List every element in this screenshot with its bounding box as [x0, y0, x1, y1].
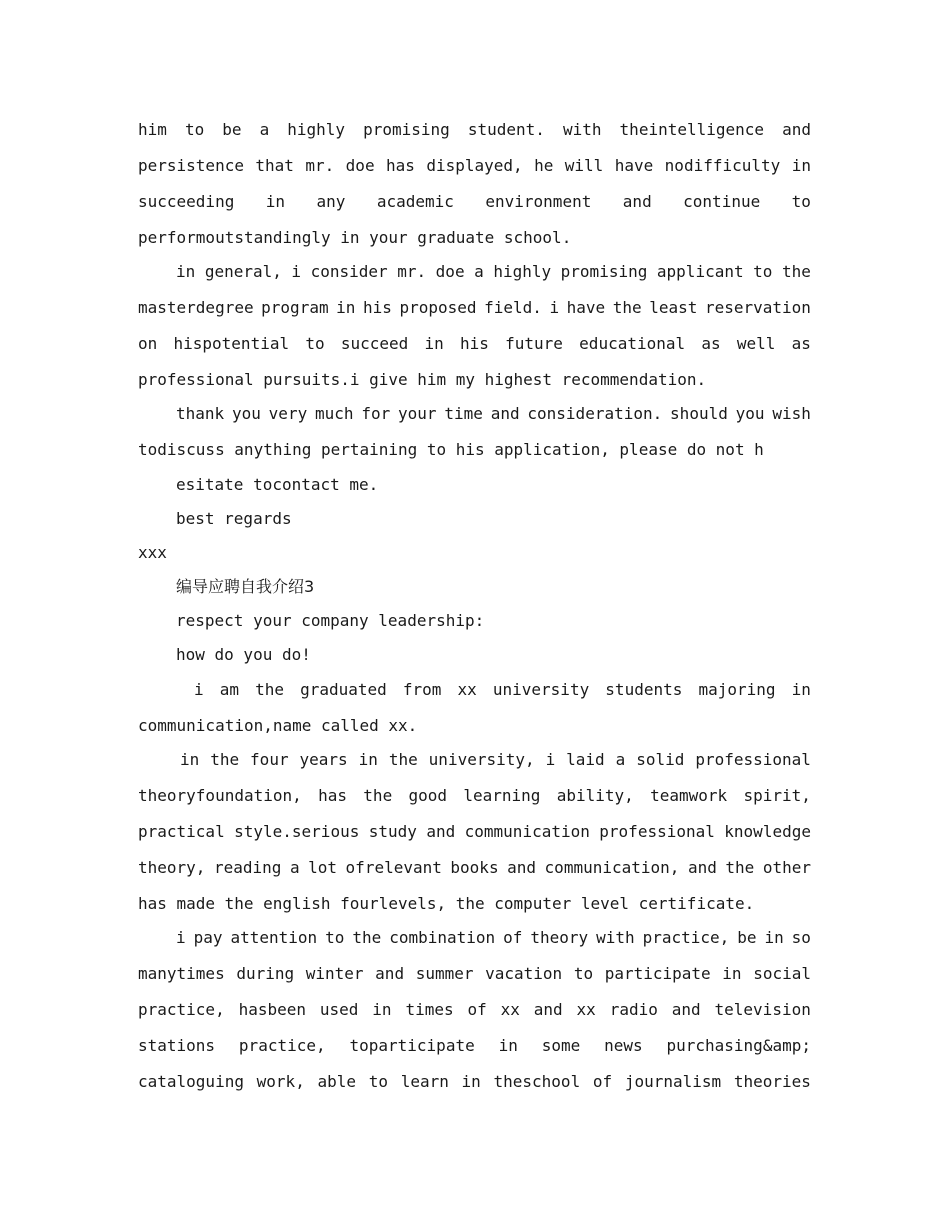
- word: highest: [484, 370, 553, 389]
- word: learn: [400, 1072, 449, 1091]
- word: do: [686, 440, 707, 459]
- word: h: [754, 440, 764, 459]
- word: persistence: [138, 156, 244, 175]
- word: practical: [138, 822, 225, 841]
- word: in: [791, 680, 811, 699]
- word: a: [615, 750, 626, 769]
- text-line: [138, 220, 811, 256]
- text-line: [138, 778, 811, 814]
- word: be: [222, 120, 242, 139]
- text-line: [138, 920, 811, 956]
- word: in: [424, 334, 444, 353]
- word: practice,: [138, 1000, 225, 1019]
- word: that: [255, 156, 294, 175]
- word: continue: [683, 192, 761, 211]
- word: so: [791, 928, 811, 947]
- word: has: [318, 786, 347, 805]
- word: theintelligence: [619, 120, 765, 139]
- paragraph-group-2: [138, 672, 811, 1100]
- word: and: [426, 822, 456, 841]
- word: have: [614, 156, 654, 175]
- word: your: [369, 228, 408, 247]
- word: my: [455, 370, 475, 389]
- text-line: [138, 1028, 811, 1064]
- word: ofrelevant: [345, 858, 442, 877]
- paragraph: [138, 920, 811, 1100]
- word: succeed: [340, 334, 409, 353]
- word: the: [224, 894, 254, 913]
- word: and: [622, 192, 652, 211]
- word: academic: [376, 192, 454, 211]
- word: from: [402, 680, 442, 699]
- word: will: [564, 156, 604, 175]
- word: fourlevels,: [340, 894, 447, 913]
- word: displayed,: [426, 156, 523, 175]
- word: lot: [308, 858, 338, 877]
- word: succeeding: [138, 192, 235, 211]
- word: years: [299, 750, 348, 769]
- word: level: [580, 894, 630, 913]
- word: in: [722, 964, 742, 983]
- paragraph: [138, 396, 811, 468]
- word: and: [671, 1000, 701, 1019]
- word: professional: [599, 822, 715, 841]
- word: laid: [566, 750, 605, 769]
- word: the: [612, 298, 642, 317]
- word: solid: [636, 750, 685, 769]
- word: i: [549, 298, 560, 317]
- word: not: [715, 440, 745, 459]
- text-line: [138, 254, 811, 290]
- word: and: [507, 858, 537, 877]
- word: reading: [213, 858, 282, 877]
- word: university: [492, 680, 590, 699]
- word: i: [176, 928, 186, 947]
- word: style.serious: [234, 822, 360, 841]
- word: theory,: [138, 858, 206, 877]
- word: in: [265, 192, 286, 211]
- word: a: [474, 262, 484, 281]
- word: purchasing&amp;: [666, 1036, 811, 1055]
- word: communication,name: [138, 716, 312, 735]
- text-line: [138, 326, 811, 362]
- text-line: [138, 362, 811, 398]
- word: in: [791, 156, 811, 175]
- word: a: [289, 858, 300, 877]
- word: should: [670, 404, 728, 423]
- word: in: [461, 1072, 481, 1091]
- word: least: [649, 298, 698, 317]
- word: your: [398, 404, 437, 423]
- greeting-line: how do you do!: [176, 645, 311, 664]
- text-line: [138, 742, 811, 778]
- word: his: [455, 440, 485, 459]
- word: in: [176, 262, 196, 281]
- text-line: [138, 396, 811, 432]
- word: stations: [138, 1036, 216, 1055]
- word: vacation: [485, 964, 563, 983]
- word: communication: [464, 822, 590, 841]
- word: on: [138, 334, 158, 353]
- word: program: [261, 298, 329, 317]
- word: participate: [604, 964, 711, 983]
- word: you: [231, 404, 261, 423]
- word: theoryfoundation,: [138, 786, 302, 805]
- word: with: [562, 120, 602, 139]
- word: in: [498, 1036, 518, 1055]
- word: theory: [530, 928, 589, 947]
- word: have: [566, 298, 606, 317]
- paragraph: [138, 112, 811, 256]
- paragraph: [138, 672, 811, 744]
- word: the: [388, 750, 418, 769]
- word: the: [363, 786, 393, 805]
- word: him: [138, 120, 167, 139]
- word: attention: [230, 928, 318, 947]
- text-line: [138, 886, 811, 922]
- word: the: [455, 894, 485, 913]
- word: i: [291, 262, 302, 281]
- word: consideration.: [527, 404, 663, 423]
- word: as: [791, 334, 811, 353]
- word: environment: [485, 192, 592, 211]
- word: doe: [435, 262, 465, 281]
- word: of: [467, 1000, 487, 1019]
- word: radio: [609, 1000, 658, 1019]
- word: university,: [428, 750, 535, 769]
- word: books: [450, 858, 499, 877]
- word: please: [619, 440, 678, 459]
- word: to: [305, 334, 325, 353]
- word: ability,: [556, 786, 634, 805]
- text-line: [138, 184, 811, 220]
- word: well: [736, 334, 776, 353]
- word: to: [325, 928, 345, 947]
- word: reservation: [704, 298, 811, 317]
- word: teamwork: [650, 786, 728, 805]
- word: i: [194, 680, 204, 699]
- closing-line: esitate tocontact me.: [176, 475, 379, 494]
- word: applicant: [656, 262, 744, 281]
- word: graduated: [300, 680, 387, 699]
- word: proposed: [399, 298, 477, 317]
- word: work,: [256, 1072, 305, 1091]
- section-heading: 编导应聘自我介绍3: [176, 577, 315, 596]
- word: promising: [560, 262, 648, 281]
- word: highly: [493, 262, 552, 281]
- word: in: [180, 750, 200, 769]
- word: the: [352, 928, 382, 947]
- word: application,: [494, 440, 610, 459]
- salutation-line: respect your company leadership:: [176, 611, 485, 630]
- word: of: [503, 928, 523, 947]
- word: his: [460, 334, 489, 353]
- word: during: [236, 964, 295, 983]
- word: todiscuss: [138, 440, 225, 459]
- text-line: [138, 708, 811, 744]
- text-line: [138, 1064, 811, 1100]
- word: in: [340, 228, 360, 247]
- word: cataloguing: [138, 1072, 244, 1091]
- word: in: [336, 298, 356, 317]
- word: nodifficulty: [664, 156, 781, 175]
- word: xx: [457, 680, 477, 699]
- word: for: [361, 404, 391, 423]
- word: television: [714, 1000, 811, 1019]
- word: to: [368, 1072, 388, 1091]
- word: times: [405, 1000, 454, 1019]
- word: in: [764, 928, 784, 947]
- signature-line: xxx: [138, 543, 167, 562]
- word: to: [426, 440, 447, 459]
- word: able: [317, 1072, 357, 1091]
- word: and: [687, 858, 717, 877]
- word: time: [444, 404, 483, 423]
- word: and: [375, 964, 405, 983]
- word: combination: [389, 928, 496, 947]
- word: news: [604, 1036, 643, 1055]
- word: be: [737, 928, 757, 947]
- word: anything: [234, 440, 312, 459]
- word: english: [263, 894, 331, 913]
- word: masterdegree: [138, 298, 254, 317]
- text-line: [138, 956, 811, 992]
- word: he: [534, 156, 554, 175]
- word: recommendation.: [561, 370, 707, 389]
- word: study: [368, 822, 417, 841]
- word: hispotential: [173, 334, 290, 353]
- text-line: [138, 112, 811, 148]
- word: any: [316, 192, 346, 211]
- word: thank: [176, 404, 225, 423]
- word: other: [762, 858, 811, 877]
- word: the: [781, 262, 811, 281]
- word: social: [753, 964, 811, 983]
- word: educational: [579, 334, 686, 353]
- paragraph: [138, 742, 811, 922]
- word: journalism: [624, 1072, 722, 1091]
- word: much: [315, 404, 354, 423]
- word: doe: [345, 156, 375, 175]
- paragraph-group-1: [138, 112, 811, 468]
- word: practice,: [238, 1036, 326, 1055]
- word: promising: [363, 120, 450, 139]
- word: students: [605, 680, 683, 699]
- text-line: [138, 432, 811, 468]
- word: and: [490, 404, 520, 423]
- word: four: [250, 750, 289, 769]
- word: and: [782, 120, 811, 139]
- word: with: [596, 928, 635, 947]
- word: winter: [305, 964, 364, 983]
- word: a: [259, 120, 270, 139]
- word: knowledge: [724, 822, 811, 841]
- word: xx: [576, 1000, 596, 1019]
- word: as: [701, 334, 721, 353]
- word: majoring: [698, 680, 776, 699]
- word: future: [505, 334, 563, 353]
- word: toparticipate: [349, 1036, 475, 1055]
- word: field.: [484, 298, 542, 317]
- word: student.: [467, 120, 545, 139]
- word: pay: [193, 928, 223, 947]
- word: professional: [138, 370, 254, 389]
- word: summer: [415, 964, 474, 983]
- word: theories: [733, 1072, 811, 1091]
- regards-line: best regards: [176, 509, 292, 528]
- word: has: [138, 894, 167, 913]
- word: am: [219, 680, 239, 699]
- document-page: [138, 112, 811, 1100]
- text-line: [138, 814, 811, 850]
- word: xx: [500, 1000, 520, 1019]
- word: give: [369, 370, 408, 389]
- word: pursuits.i: [263, 370, 360, 389]
- word: spirit,: [743, 786, 811, 805]
- word: i: [545, 750, 556, 769]
- word: manytimes: [138, 964, 225, 983]
- word: communication,: [544, 858, 680, 877]
- word: called: [320, 716, 379, 735]
- word: to: [573, 964, 594, 983]
- word: school.: [503, 228, 572, 247]
- word: the: [725, 858, 755, 877]
- word: his: [362, 298, 392, 317]
- word: the: [210, 750, 240, 769]
- word: professional: [695, 750, 811, 769]
- word: performoutstandingly: [138, 228, 331, 247]
- word: computer: [494, 894, 572, 913]
- word: very: [268, 404, 308, 423]
- word: mr.: [397, 262, 427, 281]
- text-line: [138, 290, 811, 326]
- word: mr.: [305, 156, 335, 175]
- word: of: [592, 1072, 613, 1091]
- word: the: [255, 680, 284, 699]
- word: consider: [310, 262, 388, 281]
- text-line: [138, 992, 811, 1028]
- text-line: [138, 148, 811, 184]
- word: to: [791, 192, 811, 211]
- text-line: [138, 672, 811, 708]
- word: to: [753, 262, 773, 281]
- word: highly: [287, 120, 346, 139]
- word: general,: [204, 262, 282, 281]
- word: good: [408, 786, 448, 805]
- word: to: [184, 120, 205, 139]
- word: used: [319, 1000, 359, 1019]
- word: xx.: [388, 716, 418, 735]
- word: in: [358, 750, 378, 769]
- word: theschool: [493, 1072, 581, 1091]
- word: made: [176, 894, 216, 913]
- word: in: [372, 1000, 392, 1019]
- word: has: [386, 156, 415, 175]
- word: certificate.: [638, 894, 755, 913]
- word: and: [533, 1000, 563, 1019]
- text-line: [138, 850, 811, 886]
- word: wish: [772, 404, 811, 423]
- word: him: [417, 370, 447, 389]
- word: learning: [463, 786, 541, 805]
- word: pertaining: [320, 440, 418, 459]
- word: some: [541, 1036, 581, 1055]
- word: you: [735, 404, 765, 423]
- word: graduate: [417, 228, 495, 247]
- paragraph: [138, 254, 811, 398]
- word: practice,: [642, 928, 730, 947]
- word: hasbeen: [238, 1000, 307, 1019]
